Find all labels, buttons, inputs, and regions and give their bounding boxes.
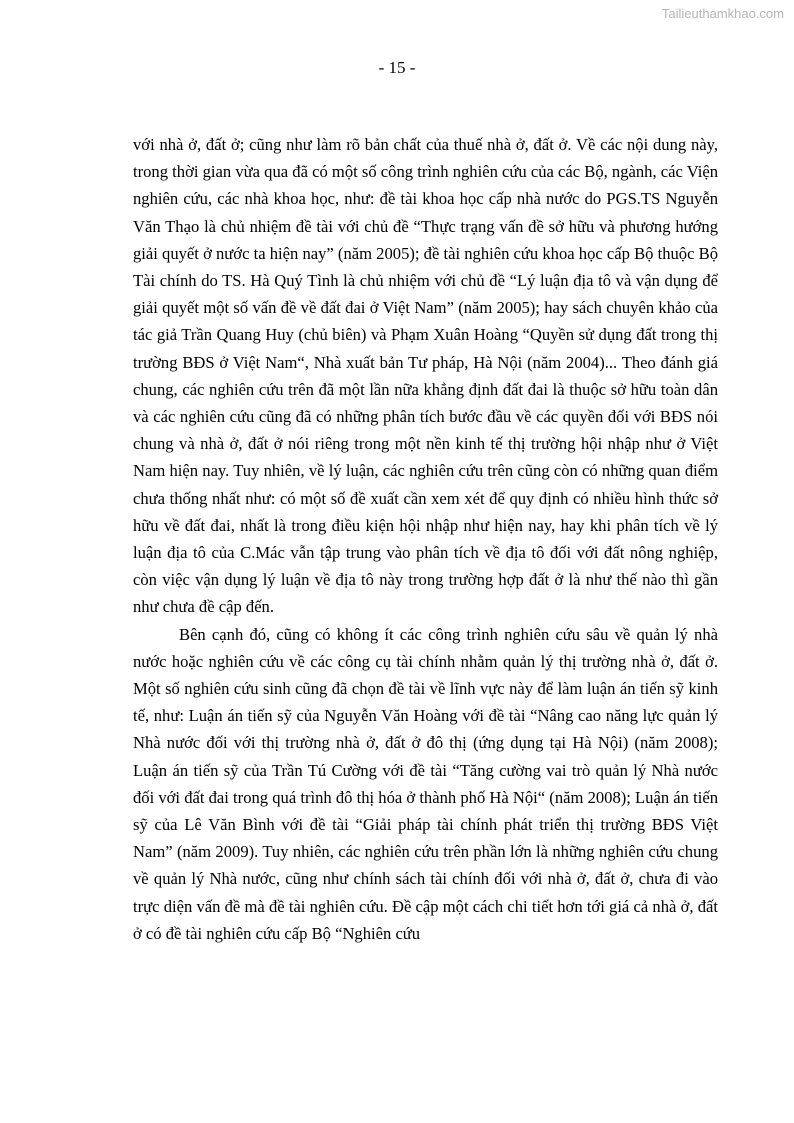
page-number: - 15 -	[378, 58, 416, 77]
body-text	[133, 131, 718, 947]
paragraph-2: Bên cạnh đó, cũng có không ít các công trình nghiên cứu sâu về quản lý nhà nước hoặc nghiên cứu về các công cụ tài chính nhằm quản lý thị trường nhà ở, đất ở. Một số nghiên cứu sinh cũng đã chọn đề tài về lĩnh vực này để làm luận án tiến sỹ kinh tế, như: Luận án tiến sỹ của Nguyễn Văn Hoàng với đề tài “Nâng cao năng lực quản lý Nhà nước đối với thị trường nhà ở, đất ở đô thị (ứng dụng tại Hà Nội) (năm 2008); Luận án tiến sỹ của Trần Tú Cường với đề tài “Tăng cường vai trò quản lý Nhà nước đối với đất đai trong quá trình đô thị hóa ở thành phố Hà Nội“ (năm 2008); Luận án tiến sỹ của Lê Văn Bình với đề tài “Giải pháp tài chính phát triển thị trường BĐS Việt Nam” (năm 2009). Tuy nhiên, các nghiên cứu trên phần lớn là những nghiên cứu chung về quản lý Nhà nước, cũng như chính sách tài chính đối với nhà ở, đất ở, chưa đi vào trực diện vấn đề mà đề tài nghiên cứu. Đề cập một cách chi tiết hơn tới giá cả nhà ở, đất ở có đề tài nghiên cứu cấp Bộ “Nghiên cứu	[133, 624, 718, 943]
watermark: Tailieuthamkhao.com	[661, 6, 784, 21]
paragraph-1: với nhà ở, đất ở; cũng như làm rõ bản chất của thuế nhà ở, đất ở. Về các nội dung này, trong thời gian vừa qua đã có một số công trình nghiên cứu của các Bộ, ngành, các Viện nghiên cứu, các nhà khoa học, như: đề tài khoa học cấp nhà nước do PGS.TS Nguyễn Văn Thạo là chủ nhiệm đề tài với chủ đề “Thực trạng vấn đề sở hữu và phương hướng giải quyết ở nước ta hiện nay” (năm 2005); đề tài nghiên cứu khoa học cấp Bộ thuộc Bộ Tài chính do TS. Hà Quý Tình là chủ nhiệm với chủ đề “Lý luận địa tô và vận dụng để giải quyết một số vấn đề về đất đai ở Việt Nam” (năm 2005); hay sách chuyên khảo của tác giả Trần Quang Huy (chủ biên) và Phạm Xuân Hoàng “Quyền sử dụng đất trong thị trường BĐS ở Việt Nam“, Nhà xuất bản Tư pháp, Hà Nội (năm 2004)... Theo đánh giá chung, các nghiên cứu trên đã một lần nữa khẳng định đất đai là thuộc sở hữu toàn dân và các nghiên cứu cũng đã có những phân tích bước đầu về các quyền đối với BĐS nói chung và nhà ở, đất ở nói riêng trong một nền kinh tế thị trường hội nhập như ở Việt Nam hiện nay. Tuy nhiên, về lý luận, các nghiên cứu trên cũng còn có những quan điểm chưa thống nhất như: có một số đề xuất cần xem xét để quy định có nhiều hình thức sở hữu về đất đai, nhất là trong điều kiện hội nhập như hiện nay, hay khi phân tích về lý luận địa tô của C.Mác vẫn tập trung vào phân tích về địa tô đối với đất nông nghiệp, còn việc vận dụng lý luận về địa tô này trong trường hợp đất ở là như thế nào thì gần như chưa đề cập đến.	[133, 135, 718, 617]
